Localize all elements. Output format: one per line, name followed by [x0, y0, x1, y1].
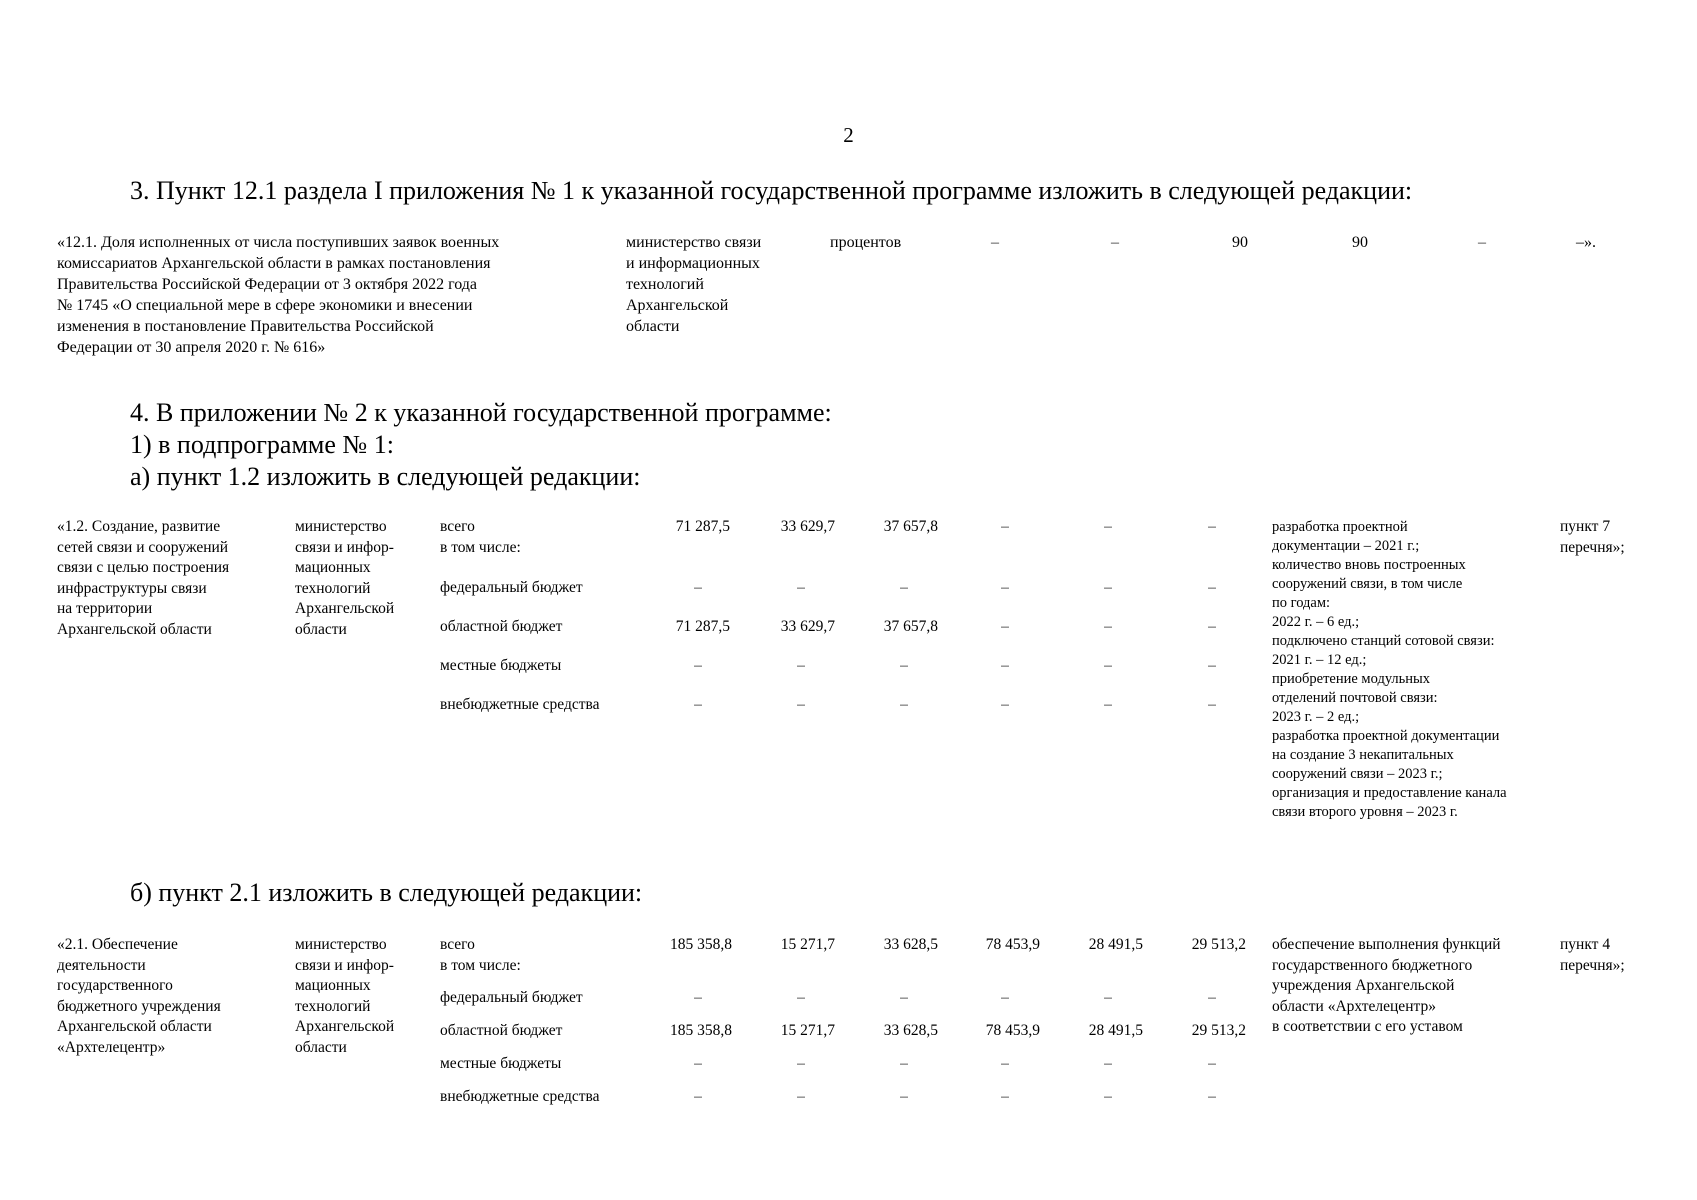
- result-line: сооружений связи – 2023 г.;: [1272, 766, 1443, 782]
- amount-cell: –: [1208, 518, 1216, 535]
- name-line: на территории: [57, 600, 153, 617]
- result-line: организация и предоставление канала: [1272, 785, 1507, 801]
- amount-cell: –: [900, 657, 908, 674]
- executor-line: и информационных: [626, 255, 760, 272]
- amount-cell: –: [1104, 1088, 1112, 1105]
- executor-line: Архангельской: [295, 1018, 395, 1035]
- table-b-name: [57, 935, 272, 1058]
- amount-cell: 78 453,9: [985, 1022, 1040, 1039]
- result-line: области «Архтелецентр»: [1272, 997, 1436, 1015]
- amount-cell: 29 513,2: [1191, 936, 1246, 953]
- amount-cell: 185 358,8: [670, 936, 732, 953]
- amount-cell: –: [694, 1088, 702, 1105]
- executor-line: технологий: [626, 276, 704, 293]
- result-line: сооружений связи, в том числе: [1272, 576, 1463, 592]
- source-label: внебюджетные средства: [440, 696, 600, 713]
- indicator-executor: [626, 232, 806, 337]
- amount-cell: –: [694, 657, 702, 674]
- result-line: разработка проектной: [1272, 519, 1408, 535]
- name-line: «1.2. Создание, развитие: [57, 518, 221, 535]
- executor-line: технологий: [295, 997, 371, 1015]
- amount-cell: –: [900, 989, 908, 1006]
- result-line: по годам:: [1272, 595, 1331, 611]
- amount-cell: –: [900, 1088, 908, 1105]
- source-label: областной бюджет: [440, 618, 563, 635]
- amount-cell: 33 629,7: [780, 518, 835, 535]
- source-sublabel: в том числе:: [440, 957, 521, 974]
- indicator-name-line: изменения в постановление Правительства Российской: [57, 318, 434, 335]
- table-a-executor: [295, 517, 420, 640]
- result-line: 2023 г. – 2 ед.;: [1272, 709, 1360, 725]
- amount-cell: 37 657,8: [883, 618, 938, 635]
- amount-cell: 29 513,2: [1191, 1022, 1246, 1039]
- subprogram-heading: 1) в подпрограмме № 1:: [130, 430, 394, 459]
- amount-cell: –: [694, 989, 702, 1006]
- amount-cell: –: [1208, 696, 1216, 713]
- result-line: количество вновь построенных: [1272, 557, 1466, 573]
- name-line: инфраструктуры связи: [57, 579, 207, 597]
- table-a-reference: [1560, 517, 1625, 558]
- indicator-name-line: Правительства Российской Федерации от 3 октября 2022 года: [57, 276, 478, 293]
- page-number: 2: [843, 123, 854, 147]
- amount-cell: –: [1001, 696, 1009, 713]
- section-3-heading: 3. Пункт 12.1 раздела I приложения № 1 к указанной государственной программе изложить в следующей редакции:: [130, 176, 1413, 205]
- indicator-value: –: [1478, 234, 1486, 251]
- amount-cell: –: [900, 579, 908, 596]
- amount-cell: –: [1104, 657, 1112, 674]
- result-line: подключено станций сотовой связи:: [1272, 633, 1495, 649]
- amount-cell: –: [1208, 618, 1216, 635]
- executor-line: связи и инфор-: [295, 956, 394, 974]
- amount-cell: –: [1104, 618, 1112, 635]
- indicator-name-line: «12.1. Доля исполненных от числа поступивших заявок военных: [57, 234, 500, 251]
- name-line: сетей связи и сооружений: [57, 538, 229, 556]
- amount-cell: 71 287,5: [675, 618, 730, 635]
- result-line: на создание 3 некапитальных: [1272, 747, 1454, 763]
- name-line: связи с целью построения: [57, 559, 230, 576]
- amount-cell: –: [797, 1088, 805, 1105]
- executor-line: мационных: [295, 977, 371, 994]
- amount-cell: –: [694, 696, 702, 713]
- result-line: обеспечение выполнения функций: [1272, 936, 1501, 953]
- amount-cell: –: [1104, 989, 1112, 1006]
- amount-cell: –: [797, 1055, 805, 1072]
- executor-line: Архангельской: [295, 600, 395, 617]
- executor-line: области: [626, 318, 680, 335]
- indicator-name-line: комиссариатов Архангельской области в рамках постановления: [57, 255, 491, 272]
- indicator-value: –: [1111, 234, 1119, 251]
- amount-cell: 28 491,5: [1088, 1022, 1143, 1039]
- executor-line: Архангельской: [626, 297, 729, 314]
- name-line: «2.1. Обеспечение: [57, 936, 178, 953]
- amount-cell: –: [1001, 657, 1009, 674]
- item-b-heading: б) пункт 2.1 изложить в следующей редакции:: [130, 878, 643, 907]
- executor-line: министерство: [295, 936, 387, 953]
- reference-line: пункт 4: [1560, 936, 1611, 953]
- result-line: 2021 г. – 12 ед.;: [1272, 652, 1367, 668]
- table-b-executor: [295, 935, 420, 1058]
- amount-cell: –: [900, 1055, 908, 1072]
- source-sublabel: в том числе:: [440, 539, 521, 556]
- amount-cell: 185 358,8: [670, 1022, 732, 1039]
- name-line: Архангельской области: [57, 1018, 212, 1035]
- amount-cell: –: [797, 696, 805, 713]
- name-line: бюджетного учреждения: [57, 997, 221, 1015]
- reference-line: перечня»;: [1560, 538, 1625, 556]
- result-line: государственного бюджетного: [1272, 956, 1473, 974]
- amount-cell: 28 491,5: [1088, 936, 1143, 953]
- amount-cell: –: [1208, 1088, 1216, 1105]
- amount-cell: 33 628,5: [883, 1022, 938, 1039]
- indicator-value-closing: –».: [1576, 234, 1596, 251]
- name-line: деятельности: [57, 956, 146, 974]
- executor-line: связи и инфор-: [295, 538, 394, 556]
- table-b-results: [1272, 935, 1552, 1038]
- amount-cell: 33 629,7: [780, 618, 835, 635]
- amount-cell: –: [900, 696, 908, 713]
- amount-cell: –: [1104, 1055, 1112, 1072]
- name-line: «Архтелецентр»: [57, 1038, 166, 1056]
- amount-cell: –: [1001, 989, 1009, 1006]
- source-label: федеральный бюджет: [440, 579, 583, 596]
- indicator-unit: процентов: [830, 234, 902, 251]
- amount-cell: –: [1208, 657, 1216, 674]
- amount-cell: –: [694, 579, 702, 596]
- indicator-value: 90: [1232, 234, 1248, 251]
- result-line: связи второго уровня – 2023 г.: [1272, 804, 1458, 820]
- executor-line: области: [295, 620, 347, 638]
- executor-line: министерство: [295, 518, 387, 535]
- source-label: всего: [440, 936, 475, 953]
- amount-cell: –: [797, 579, 805, 596]
- amount-cell: –: [1208, 579, 1216, 596]
- amount-cell: 15 271,7: [780, 936, 835, 953]
- reference-line: перечня»;: [1560, 956, 1625, 974]
- result-line: приобретение модульных: [1272, 671, 1431, 687]
- source-label: местные бюджеты: [440, 657, 562, 674]
- amount-cell: –: [1104, 696, 1112, 713]
- amount-cell: –: [1001, 1055, 1009, 1072]
- table-b-reference: [1560, 935, 1625, 976]
- amount-cell: –: [1001, 518, 1009, 535]
- executor-line: области: [295, 1038, 347, 1056]
- result-line: в соответствии с его уставом: [1272, 1018, 1463, 1035]
- name-line: государственного: [57, 977, 173, 994]
- name-line: Архангельской области: [57, 620, 212, 638]
- amount-cell: –: [1001, 1088, 1009, 1105]
- item-a-heading: а) пункт 1.2 изложить в следующей редакции:: [130, 462, 641, 491]
- indicator-name-line: № 1745 «О специальной мере в сфере экономики и внесении: [57, 297, 473, 314]
- result-line: документации – 2021 г.;: [1272, 538, 1420, 554]
- amount-cell: –: [694, 1055, 702, 1072]
- result-line: учреждения Архангельской: [1272, 977, 1455, 994]
- result-line: разработка проектной документации: [1272, 728, 1500, 744]
- amount-cell: 15 271,7: [780, 1022, 835, 1039]
- executor-line: мационных: [295, 559, 371, 576]
- amount-cell: –: [797, 657, 805, 674]
- source-label: всего: [440, 518, 475, 535]
- amount-cell: –: [1104, 518, 1112, 535]
- amount-cell: –: [1001, 579, 1009, 596]
- indicator-name: [57, 232, 617, 358]
- amount-cell: –: [1104, 579, 1112, 596]
- indicator-name-line: Федерации от 30 апреля 2020 г. № 616»: [57, 339, 326, 356]
- table-a-results: [1272, 518, 1572, 822]
- source-label: внебюджетные средства: [440, 1088, 600, 1105]
- source-label: местные бюджеты: [440, 1055, 562, 1072]
- indicator-value: 90: [1352, 234, 1368, 251]
- amount-cell: 37 657,8: [883, 518, 938, 535]
- amount-cell: –: [1208, 989, 1216, 1006]
- amount-cell: 71 287,5: [675, 518, 730, 535]
- result-line: отделений почтовой связи:: [1272, 690, 1438, 706]
- amount-cell: 78 453,9: [985, 936, 1040, 953]
- amount-cell: –: [1001, 618, 1009, 635]
- executor-line: министерство связи: [626, 234, 762, 251]
- amount-cell: –: [797, 989, 805, 1006]
- source-label: областной бюджет: [440, 1022, 563, 1039]
- amount-cell: –: [1208, 1055, 1216, 1072]
- source-label: федеральный бюджет: [440, 989, 583, 1006]
- executor-line: технологий: [295, 579, 371, 597]
- reference-line: пункт 7: [1560, 518, 1611, 535]
- indicator-value: –: [991, 234, 999, 251]
- amount-cell: 33 628,5: [883, 936, 938, 953]
- section-4-heading: 4. В приложении № 2 к указанной государственной программе:: [130, 398, 832, 427]
- table-a-name: [57, 517, 267, 640]
- result-line: 2022 г. – 6 ед.;: [1272, 614, 1360, 630]
